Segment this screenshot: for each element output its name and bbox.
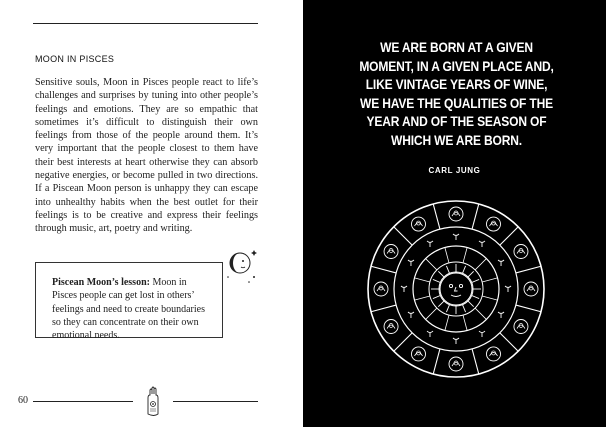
body-paragraph: Sensitive souls, Moon in Pisces people react to life’s challenges and surprises by tuning into other people’s feelings and emotions. They are so empathic that sometimes it’s difficult to distinguish their own feelings from those of the people around them. It’s very important that the people closest to them have their best interests at heart otherwise they can absorb negative energies, or become pulled in two directions. If a Piscean Moon person is unhappy they can escape into unhealthy habits when the best outlet for their feelings is to be creative and express their feelings through music, art, poetry and writing.	[35, 77, 258, 235]
quote-text: WE ARE BORN AT A GIVEN MOMENT, IN A GIVEN PLACE AND, LIKE VINTAGE YEARS OF WINE, WE HAVE THE QUALITIES OF THE YEAR AND OF THE SEASON OF WHICH WE ARE BORN.	[359, 39, 554, 148]
section-heading: MOON IN PISCES	[35, 54, 115, 64]
page-number: 60	[18, 395, 28, 406]
right-page	[303, 0, 606, 427]
footer-divider-left	[33, 401, 133, 402]
quote-author: CARL JUNG	[428, 166, 481, 175]
moon-face-icon	[224, 244, 260, 286]
hamsa-hand-icon	[137, 384, 171, 418]
zodiac-wheel-icon	[366, 199, 546, 379]
footer-divider-right	[173, 401, 258, 402]
lesson-title: Piscean Moon’s lesson:	[52, 277, 150, 288]
lesson-box	[35, 262, 223, 342]
top-divider	[33, 23, 258, 24]
lesson-text: Moon in Pisces people can get lost in others’ feelings and need to create boundaries so they can concentrate on their own emotional needs.	[52, 277, 205, 342]
